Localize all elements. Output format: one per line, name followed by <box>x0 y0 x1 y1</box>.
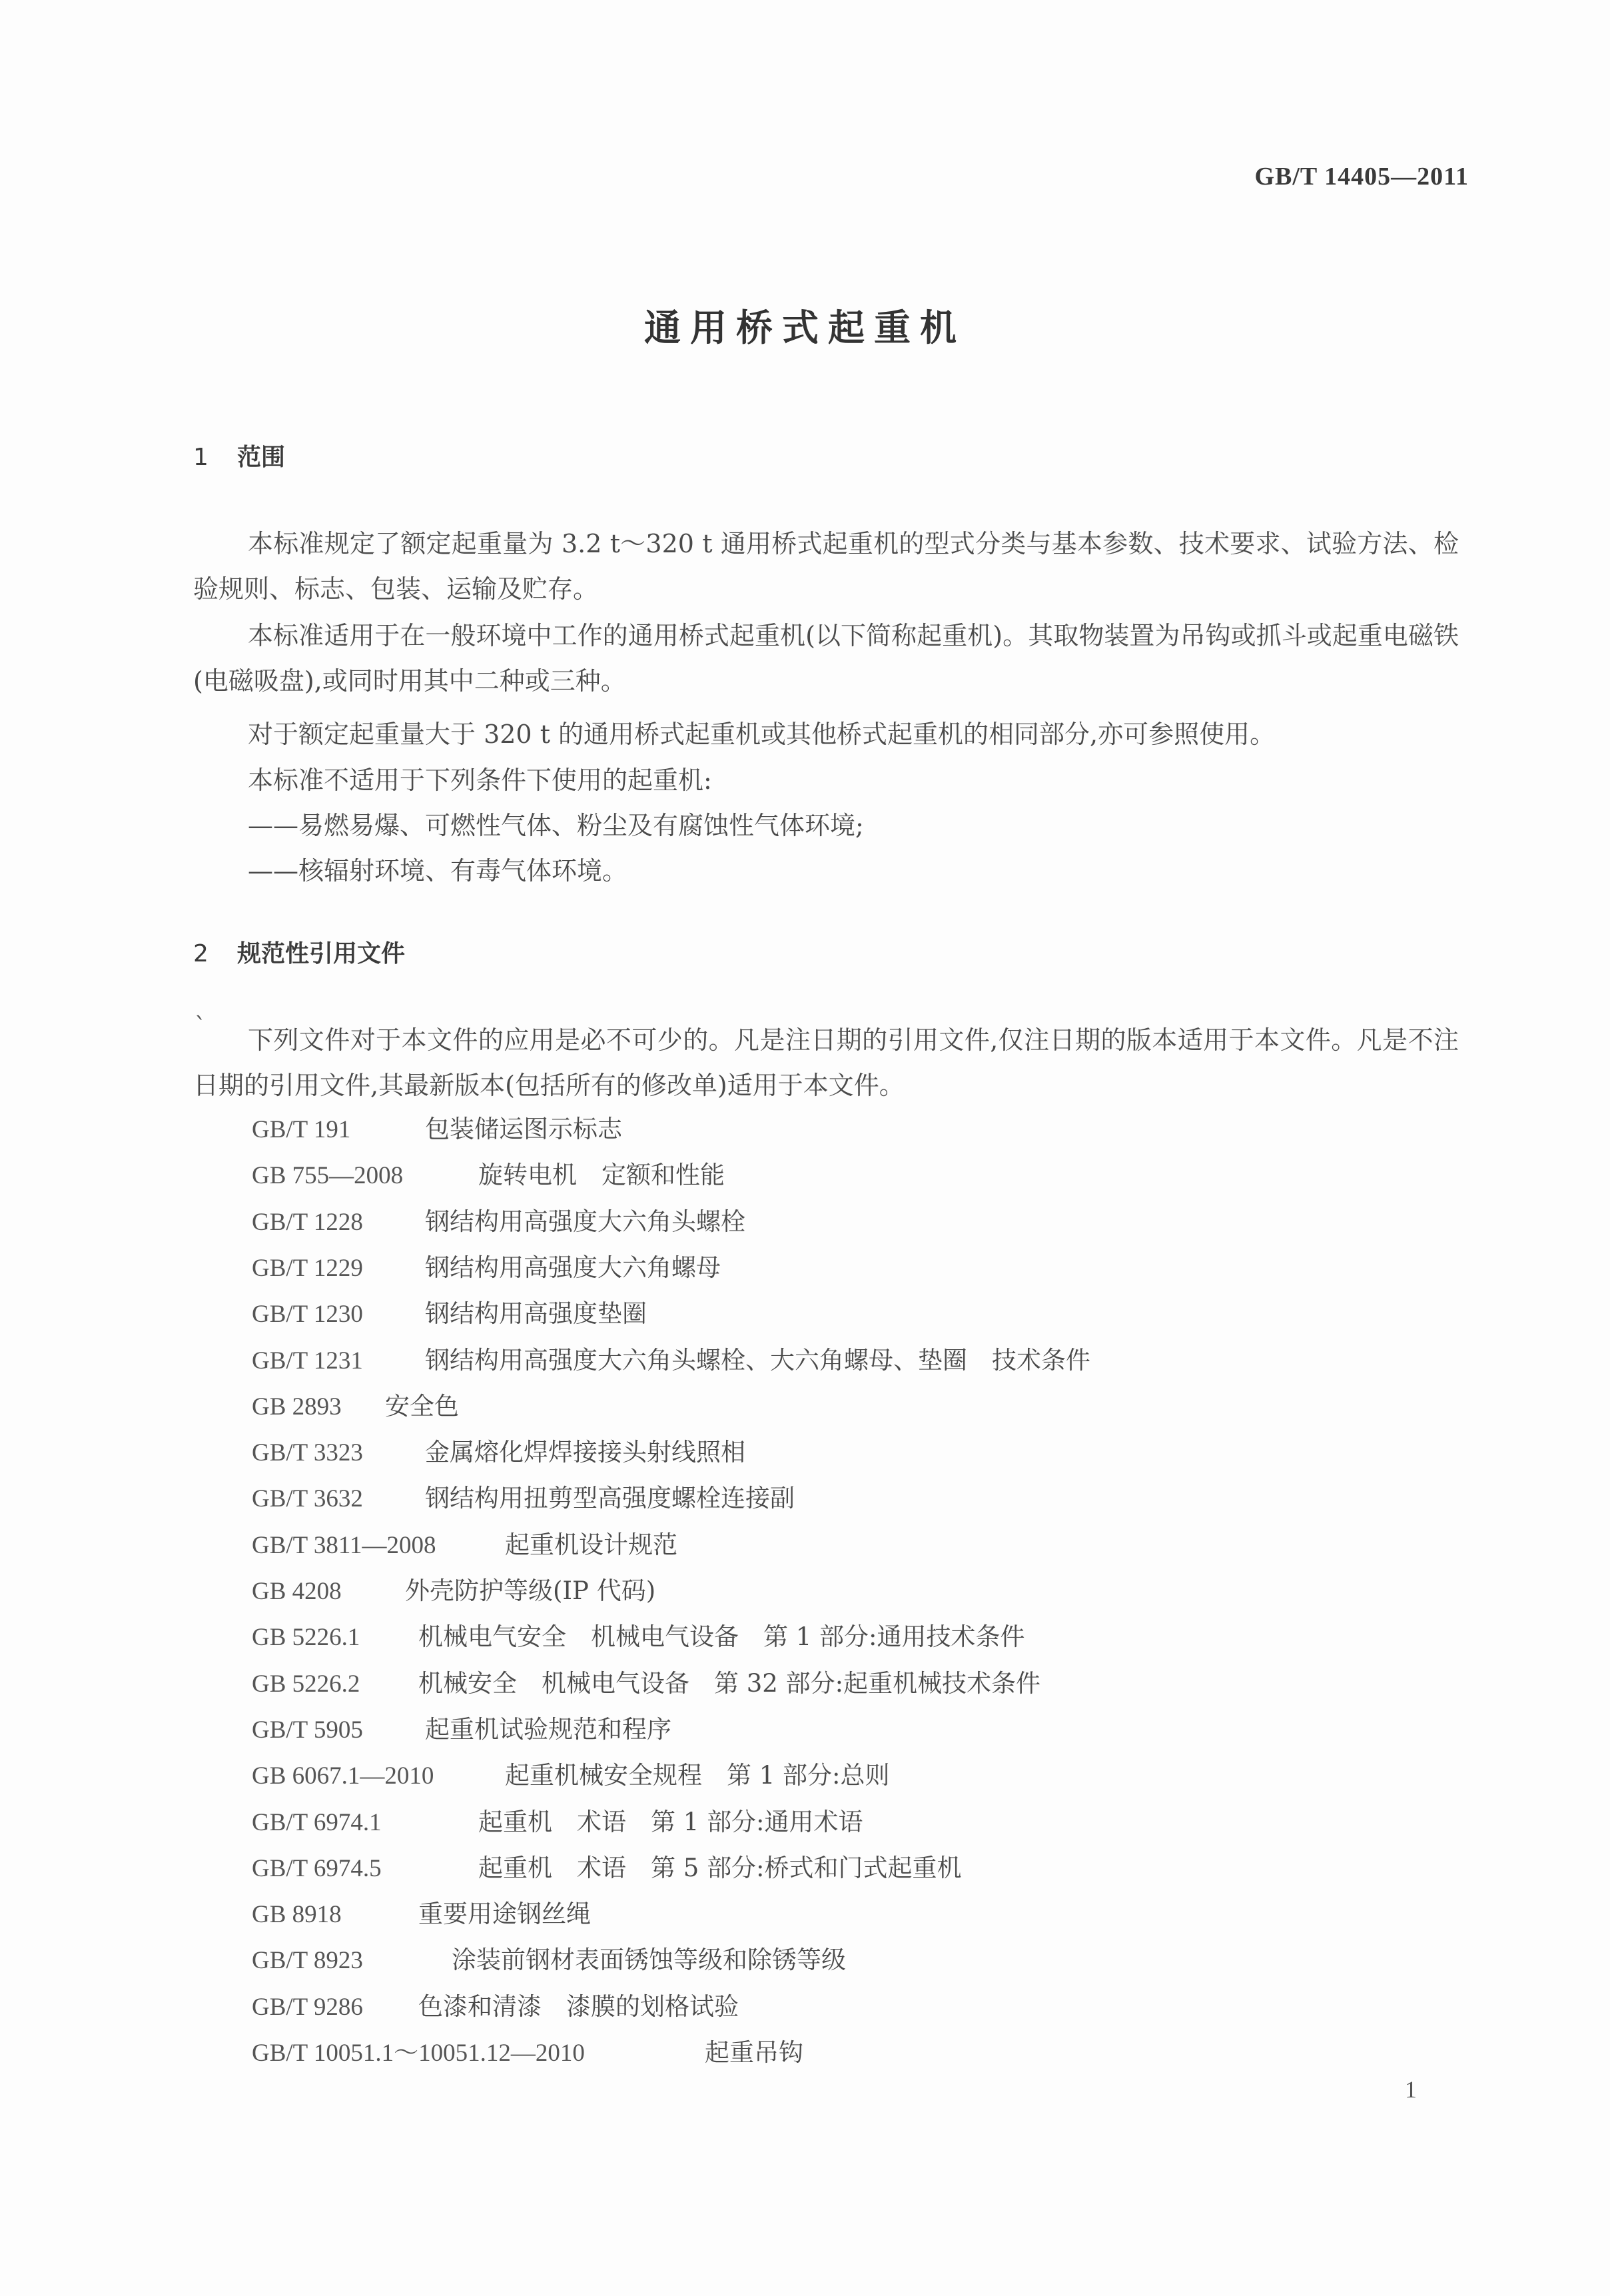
document-title: 通用桥式起重机 <box>643 306 966 349</box>
reference-item <box>252 1528 677 1562</box>
reference-title: 钢结构用扭剪型高强度螺栓连接副 <box>425 1484 795 1512</box>
reference-title: 色漆和清漆 漆膜的划格试验 <box>418 1992 739 2021</box>
reference-code: GB/T 6974.1 <box>252 1809 382 1836</box>
reference-code: GB 5226.1 <box>252 1624 360 1651</box>
reference-item <box>252 1620 1025 1654</box>
reference-item <box>252 1944 846 1978</box>
reference-item <box>252 1436 745 1470</box>
reference-code: GB/T 191 <box>252 1116 351 1143</box>
section-2-intro: 下列文件对于本文件的应用是必不可少的。凡是注日期的引用文件,仅注日期的版本适用于本文件。凡是不注日期的引用文件,其最新版本(包括所有的修改单)适用于本文件。 <box>193 1025 1459 1100</box>
section-1-paragraph-1: 本标准规定了额定起重量为 3.2 t～320 t 通用桥式起重机的型式分类与基本参数、技术要求、试验方法、检验规则、标志、包装、运输及贮存。 <box>193 529 1459 604</box>
section-2-title: 规范性引用文件 <box>237 940 406 967</box>
section-1-line-3: ——易燃易爆、可燃性气体、粉尘及有腐蚀性气体环境; <box>248 811 864 840</box>
reference-item <box>252 1205 745 1239</box>
section-1-line-1: 对于额定起重量大于 320 t 的通用桥式起重机或其他桥式起重机的相同部分,亦可参照使用。 <box>248 720 1276 749</box>
reference-title: 涂装前钢材表面锈蚀等级和除锈等级 <box>452 1946 846 1974</box>
reference-code: GB/T 5905 <box>252 1716 363 1744</box>
section-2-number: 2 <box>193 940 208 967</box>
section-1-line-4: ——核辐射环境、有毒气体环境。 <box>248 856 628 885</box>
reference-code: GB 2893 <box>252 1393 342 1421</box>
reference-item <box>252 1159 725 1193</box>
document-code: GB/T 14405—2011 <box>1254 163 1469 191</box>
reference-code: GB 755—2008 <box>252 1162 404 1189</box>
reference-title: 金属熔化焊焊接接头射线照相 <box>425 1438 745 1466</box>
reference-title: 起重机试验规范和程序 <box>425 1715 671 1744</box>
reference-title: 起重吊钩 <box>705 2038 803 2067</box>
reference-item <box>252 2036 803 2070</box>
reference-title: 安全色 <box>385 1392 459 1421</box>
reference-title: 机械安全 机械电气设备 第 32 部分:起重机械技术条件 <box>418 1669 1041 1698</box>
section-1-number: 1 <box>193 444 208 471</box>
reference-item <box>252 1390 459 1424</box>
section-2-heading <box>193 935 405 969</box>
section-1-title: 范围 <box>237 444 286 471</box>
reference-code: GB/T 3811—2008 <box>252 1532 436 1559</box>
reference-title: 起重机 术语 第 5 部分:桥式和门式起重机 <box>478 1854 962 1882</box>
reference-title: 起重机设计规范 <box>505 1530 677 1559</box>
reference-code: GB/T 10051.1～10051.12—2010 <box>252 2039 585 2067</box>
reference-code: GB 5226.2 <box>252 1670 360 1698</box>
reference-title: 旋转电机 定额和性能 <box>478 1161 725 1189</box>
reference-item <box>252 1297 647 1331</box>
reference-item <box>252 1344 1090 1378</box>
section-1-line-2: 本标准不适用于下列条件下使用的起重机: <box>248 766 712 795</box>
reference-title: 钢结构用高强度垫圈 <box>425 1299 647 1328</box>
section-1-paragraph-2: 本标准适用于在一般环境中工作的通用桥式起重机(以下简称起重机)。其取物装置为吊钩或抓斗或起重电磁铁(电磁吸盘),或同时用其中二种或三种。 <box>193 621 1459 696</box>
reference-item <box>252 1113 622 1147</box>
reference-item <box>252 1667 1040 1701</box>
reference-item <box>252 1713 671 1747</box>
stray-mark: ` <box>195 1013 206 1041</box>
reference-title: 钢结构用高强度大六角头螺栓 <box>425 1207 745 1236</box>
reference-title: 外壳防护等级(IP 代码) <box>405 1576 656 1605</box>
reference-code: GB/T 6974.5 <box>252 1855 382 1882</box>
reference-title: 钢结构用高强度大六角螺母 <box>425 1253 721 1282</box>
reference-code: GB/T 3323 <box>252 1439 363 1466</box>
reference-item <box>252 1251 721 1285</box>
reference-title: 钢结构用高强度大六角头螺栓、大六角螺母、垫圈 技术条件 <box>425 1346 1090 1375</box>
reference-code: GB 6067.1—2010 <box>252 1762 434 1790</box>
reference-title: 重要用途钢丝绳 <box>418 1900 591 1928</box>
reference-code: GB/T 8923 <box>252 1947 363 1974</box>
reference-item <box>252 1852 962 1886</box>
reference-code: GB 8918 <box>252 1901 342 1928</box>
reference-title: 机械电气安全 机械电气设备 第 1 部分:通用技术条件 <box>418 1622 1025 1651</box>
reference-code: GB 4208 <box>252 1578 342 1605</box>
reference-title: 包装储运图示标志 <box>425 1115 622 1143</box>
reference-item <box>252 1482 795 1516</box>
section-1-heading <box>193 438 285 472</box>
reference-title: 起重机 术语 第 1 部分:通用术语 <box>478 1808 863 1836</box>
reference-code: GB/T 9286 <box>252 1994 363 2021</box>
reference-code: GB/T 1230 <box>252 1301 363 1328</box>
reference-item <box>252 1759 890 1793</box>
reference-item <box>252 1990 739 2024</box>
reference-code: GB/T 1231 <box>252 1347 363 1375</box>
reference-code: GB/T 3632 <box>252 1485 363 1512</box>
reference-item <box>252 1574 655 1608</box>
page-number: 1 <box>1405 2076 1417 2103</box>
reference-code: GB/T 1229 <box>252 1255 363 1282</box>
reference-item <box>252 1806 863 1840</box>
reference-item <box>252 1898 591 1932</box>
reference-code: GB/T 1228 <box>252 1209 363 1236</box>
reference-title: 起重机械安全规程 第 1 部分:总则 <box>505 1761 890 1790</box>
